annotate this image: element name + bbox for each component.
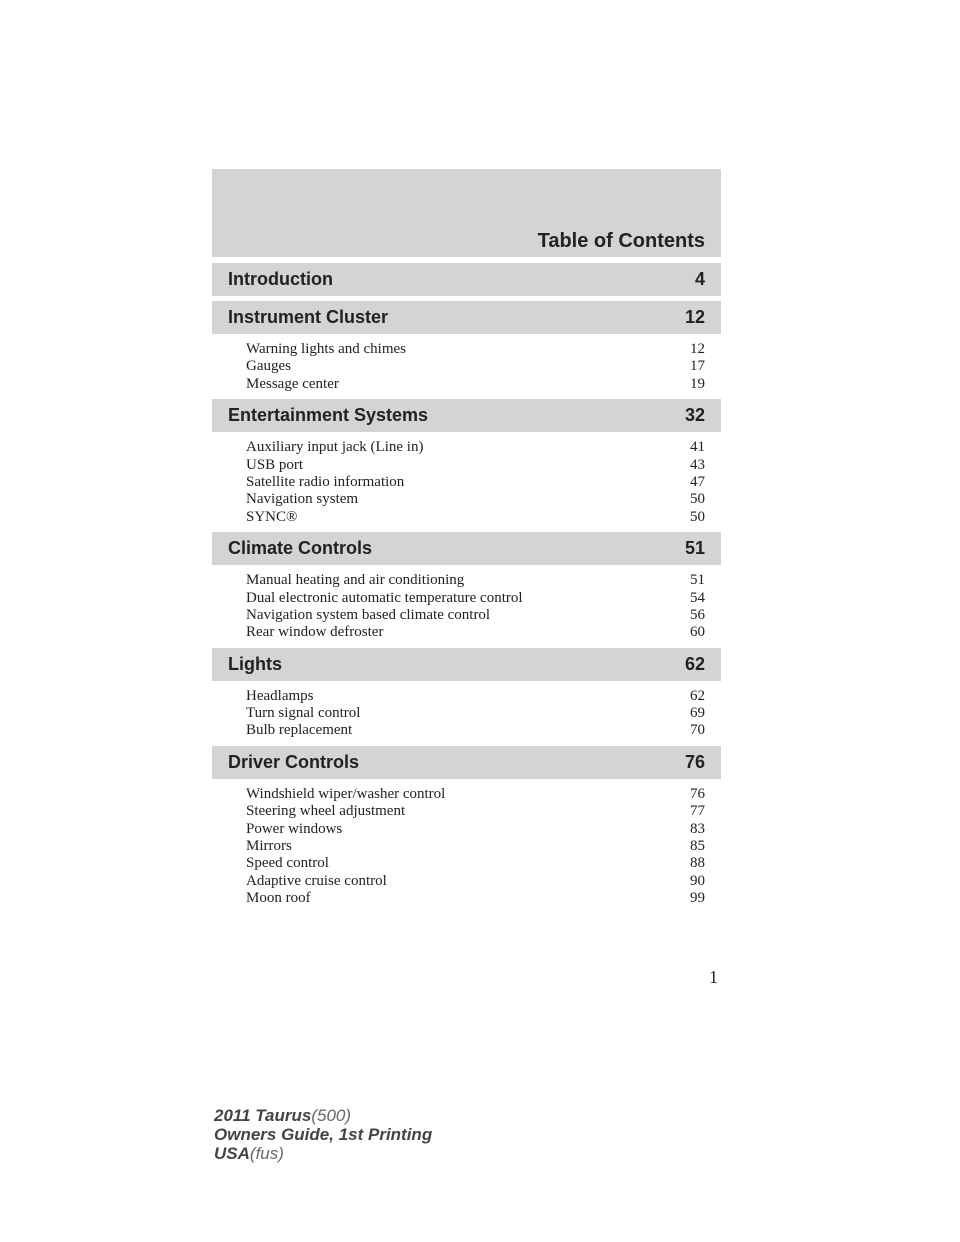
entry-title: Bulb replacement <box>246 722 353 739</box>
entry-page-number: 17 <box>690 358 705 375</box>
entry-page-number: 19 <box>690 375 705 392</box>
toc-entry[interactable] <box>212 786 721 803</box>
section-page-number: 32 <box>684 405 705 426</box>
entry-page-number: 76 <box>690 785 705 802</box>
entry-title: Moon roof <box>246 890 311 907</box>
entry-page-number: 12 <box>690 341 705 357</box>
entry-page-number: 41 <box>690 439 705 456</box>
section-page-number: 12 <box>684 307 705 327</box>
section-items <box>212 334 721 399</box>
entry-page-number: 83 <box>690 820 705 837</box>
section-heading[interactable] <box>212 301 721 334</box>
toc-entry[interactable] <box>212 491 721 508</box>
toc-entry[interactable] <box>212 821 721 838</box>
toc-entry[interactable] <box>212 873 721 890</box>
toc-entry[interactable] <box>212 855 721 872</box>
entry-title: Dual electronic automatic temperature control <box>246 589 523 606</box>
entry-page-number: 69 <box>690 705 705 722</box>
entry-title: Manual heating and air conditioning <box>246 572 465 589</box>
entry-title: Mirrors <box>246 838 292 855</box>
section-heading[interactable] <box>212 648 721 681</box>
entry-title: Windshield wiper/washer control <box>246 785 446 802</box>
toc-entry[interactable] <box>212 890 721 907</box>
entry-page-number: 50 <box>690 491 705 508</box>
section-title: Driver Controls <box>228 751 360 772</box>
entry-page-number: 77 <box>690 803 705 820</box>
toc-entry[interactable] <box>212 341 721 358</box>
section-heading[interactable] <box>212 746 721 779</box>
table-of-contents <box>212 263 721 914</box>
section-items <box>212 432 721 532</box>
section-title: Instrument Cluster <box>228 307 389 327</box>
entry-page-number: 99 <box>690 890 705 907</box>
entry-page-number: 54 <box>690 589 705 606</box>
footer-model-code: (500) <box>311 1106 352 1125</box>
entry-title: Auxiliary input jack (Line in) <box>246 439 424 456</box>
toc-entry[interactable] <box>212 457 721 474</box>
section-items <box>212 779 721 914</box>
entry-page-number: 56 <box>690 606 705 623</box>
entry-title: Adaptive cruise control <box>246 872 387 889</box>
entry-title: Navigation system <box>246 491 359 508</box>
section-heading[interactable] <box>212 532 721 565</box>
toc-entry[interactable] <box>212 624 721 641</box>
toc-entry[interactable] <box>212 688 721 705</box>
section-page-number: 51 <box>684 538 705 559</box>
section-items <box>212 681 721 746</box>
entry-page-number: 62 <box>690 687 705 704</box>
section-title: Climate Controls <box>228 538 373 559</box>
toc-entry[interactable] <box>212 838 721 855</box>
entry-title: Gauges <box>246 358 291 375</box>
entry-page-number: 43 <box>690 456 705 473</box>
entry-title: Headlamps <box>246 687 314 704</box>
toc-entry[interactable] <box>212 803 721 820</box>
entry-title: Message center <box>246 375 339 392</box>
entry-page-number: 70 <box>690 722 705 739</box>
entry-page-number: 60 <box>690 624 705 641</box>
toc-entry[interactable] <box>212 474 721 491</box>
entry-page-number: 90 <box>690 872 705 889</box>
page-number: 1 <box>709 967 718 987</box>
toc-entry[interactable] <box>212 590 721 607</box>
footer <box>214 1106 432 1163</box>
section-page-number: 76 <box>684 751 705 772</box>
toc-entry[interactable] <box>212 439 721 456</box>
section-title: Entertainment Systems <box>228 405 429 426</box>
section-page-number: 4 <box>694 269 705 289</box>
toc-entry[interactable] <box>212 376 721 393</box>
footer-market-code: (fus) <box>249 1144 284 1163</box>
section-items <box>212 565 721 648</box>
entry-page-number: 51 <box>690 572 705 589</box>
entry-title: Satellite radio information <box>246 473 405 490</box>
toc-entry[interactable] <box>212 572 721 589</box>
footer-model: 2011 Taurus <box>214 1106 312 1125</box>
toc-entry[interactable] <box>212 722 721 739</box>
entry-title: Rear window defroster <box>246 624 384 641</box>
toc-entry[interactable] <box>212 607 721 624</box>
entry-title: Steering wheel adjustment <box>246 803 406 820</box>
section-heading[interactable] <box>212 399 721 432</box>
entry-title: Power windows <box>246 820 343 837</box>
toc-entry[interactable] <box>212 509 721 526</box>
footer-market: USA <box>214 1144 250 1163</box>
entry-title: Navigation system based climate control <box>246 606 491 623</box>
section-heading[interactable] <box>212 263 721 296</box>
entry-page-number: 50 <box>690 508 705 525</box>
entry-title: SYNC® <box>246 508 298 525</box>
page-title: Table of Contents <box>537 230 705 252</box>
entry-page-number: 85 <box>690 838 705 855</box>
entry-title: USB port <box>246 456 304 473</box>
toc-entry[interactable] <box>212 705 721 722</box>
footer-guide: Owners Guide, 1st Printing <box>214 1125 433 1144</box>
section-title: Introduction <box>228 269 333 289</box>
entry-title: Turn signal control <box>246 705 361 722</box>
entry-title: Warning lights and chimes <box>246 341 407 357</box>
toc-entry[interactable] <box>212 358 721 375</box>
entry-page-number: 88 <box>690 855 705 872</box>
entry-title: Speed control <box>246 855 329 872</box>
section-title: Lights <box>228 653 282 674</box>
entry-page-number: 47 <box>690 473 705 490</box>
section-page-number: 62 <box>684 653 705 674</box>
header-banner <box>212 169 721 257</box>
